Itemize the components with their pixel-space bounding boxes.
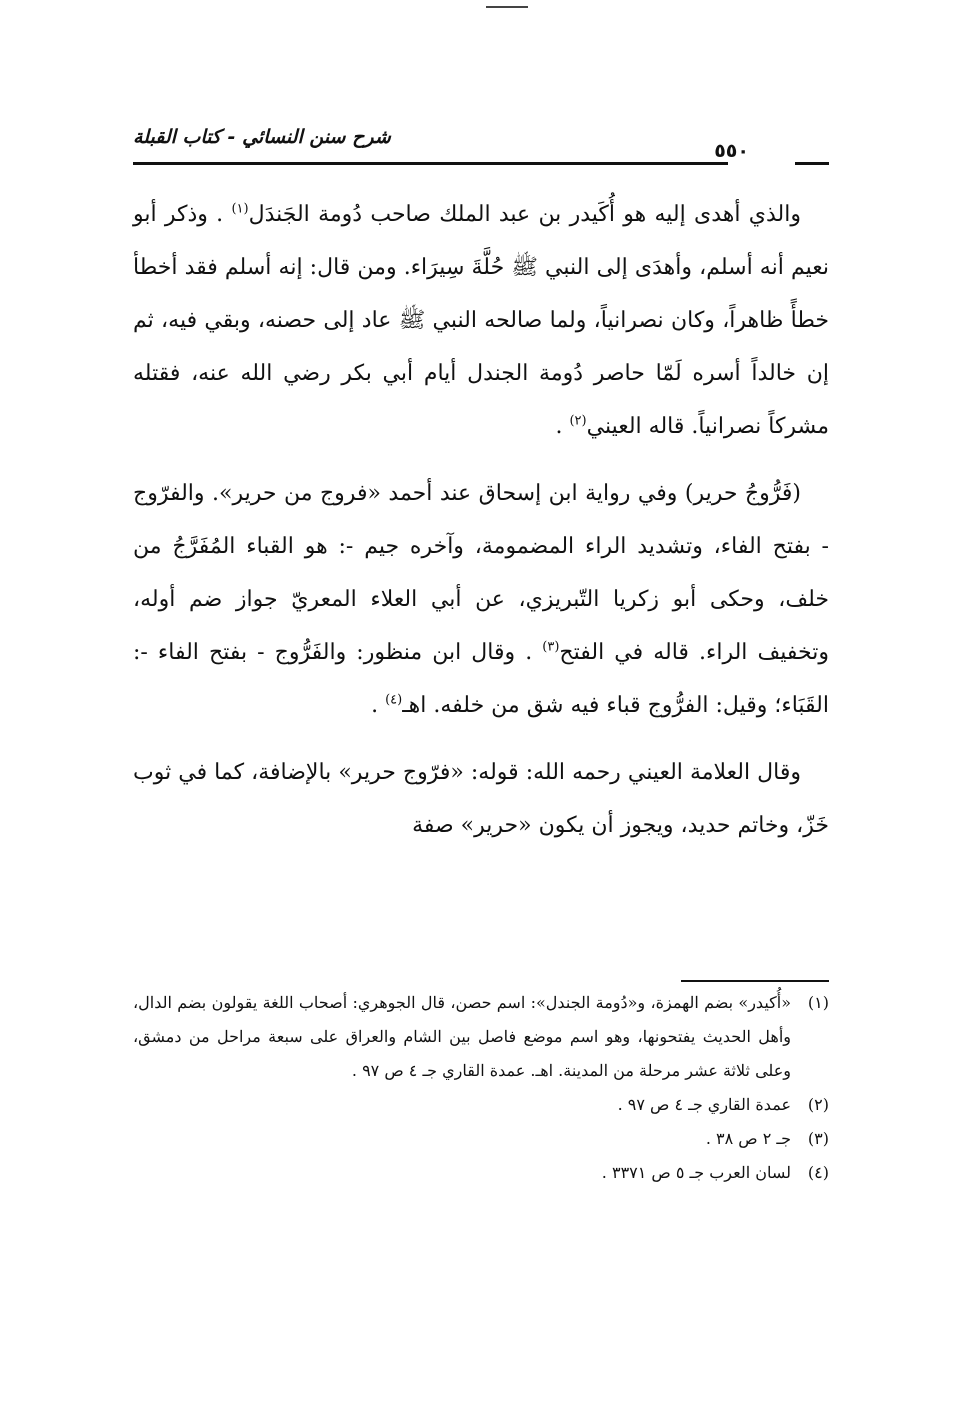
footnote-number: (٢) [807, 1095, 829, 1114]
footnote-reference-2[interactable]: (٢) [569, 413, 587, 429]
page-number: ٥٥٠ [714, 140, 749, 162]
paragraph-text: . وذكر أبو نعيم أنه أسلم، وأهدَى إلى النبي ﷺ حُلَّةَ سِيرَاء. ومن قال: إنه أسلم فقد أخطأ خطأً ظاهراً، وكان نصرانياً، ولما صالحه النبي ﷺ عاد إلى حصنه، وبقي فيه، ثم إن خالداً أسره لَمّا حاصر دُومة الجندل أيام أبي بكر رضي الله عنه، فقتله مشركاً نصرانياً. قاله العيني [133, 202, 829, 439]
footnote-number: (٤) [807, 1163, 829, 1182]
main-text [133, 188, 829, 866]
header-rule-short [795, 162, 829, 165]
footnote-reference-1[interactable]: (١) [231, 201, 249, 217]
footnote-text: جـ ٢ ص ٣٨ . [705, 1129, 791, 1148]
footnote-2 [133, 1088, 829, 1122]
page-header [133, 126, 829, 172]
header-rule [133, 162, 728, 165]
footnote-reference-3[interactable]: (٣) [542, 639, 560, 655]
footnote-1 [133, 986, 829, 1088]
paragraph-text: والذي أهدى إليه هو أُكَيدر بن عبد الملك صاحب دُومة الجَندَل [248, 202, 801, 227]
footnote-reference-4[interactable]: (٤) [385, 692, 403, 708]
paragraph-ukaydir [133, 188, 829, 453]
paragraph-text: . وقال ابن منظور: والفَرُّوج - بفتح الفاء -: القَبَاء؛ وقيل: الفرُّوج قباء فيه شق من خلفه. اهـ [133, 640, 829, 718]
footnote-number: (٣) [807, 1129, 829, 1148]
top-margin-mark [486, 6, 528, 8]
paragraph-aini [133, 746, 829, 852]
footnotes [133, 986, 829, 1190]
footnote-number: (١) [807, 993, 829, 1012]
paragraph-farruj [133, 467, 829, 732]
footnote-4 [133, 1156, 829, 1190]
paragraph-text: (فَرُّوجُ حرير) وفي رواية ابن إسحاق عند أحمد «فروج من حرير». والفرّوج - بفتح الفاء، وتشديد الراء المضمومة، وآخره جيم -: هو القباء المُفَرَّجُ من خلف، وحكى أبو زكريا التّبريزي، عن أبي العلاء المعريّ جواز ضم أوله، وتخفيف الراء. قاله في الفتح [133, 481, 829, 665]
paragraph-end: . [555, 414, 570, 439]
footnote-text: لسان العرب جـ ٥ ص ٣٣٧١ . [601, 1163, 791, 1182]
footnote-3 [133, 1122, 829, 1156]
paragraph-end: . [371, 693, 386, 718]
footnote-text: عمدة القاري جـ ٤ ص ٩٧ . [617, 1095, 791, 1114]
footnote-text: «أُكيدر» بضم الهمزة، و«دُومة الجندل»: اسم حصن، قال الجوهري: أصحاب اللغة يقولون بضم الدال، وأهل الحديث يفتحونها، وهو اسم موضع فاصل بين الشام والعراق على سبعة مراحل من دمشق، وعلى ثلاثة عشر مرحلة من المدينة. اهـ. عمدة القاري جـ ٤ ص ٩٧ . [133, 993, 791, 1080]
footnote-separator [681, 980, 829, 982]
paragraph-text: وقال العلامة العيني رحمه الله: قوله: «فرّوج حرير» بالإضافة، كما في ثوب خَزّ، وخاتم حديد، ويجوز أن يكون «حرير» صفة [133, 760, 829, 838]
running-title: شرح سنن النسائي - كتاب القبلة [133, 126, 391, 148]
